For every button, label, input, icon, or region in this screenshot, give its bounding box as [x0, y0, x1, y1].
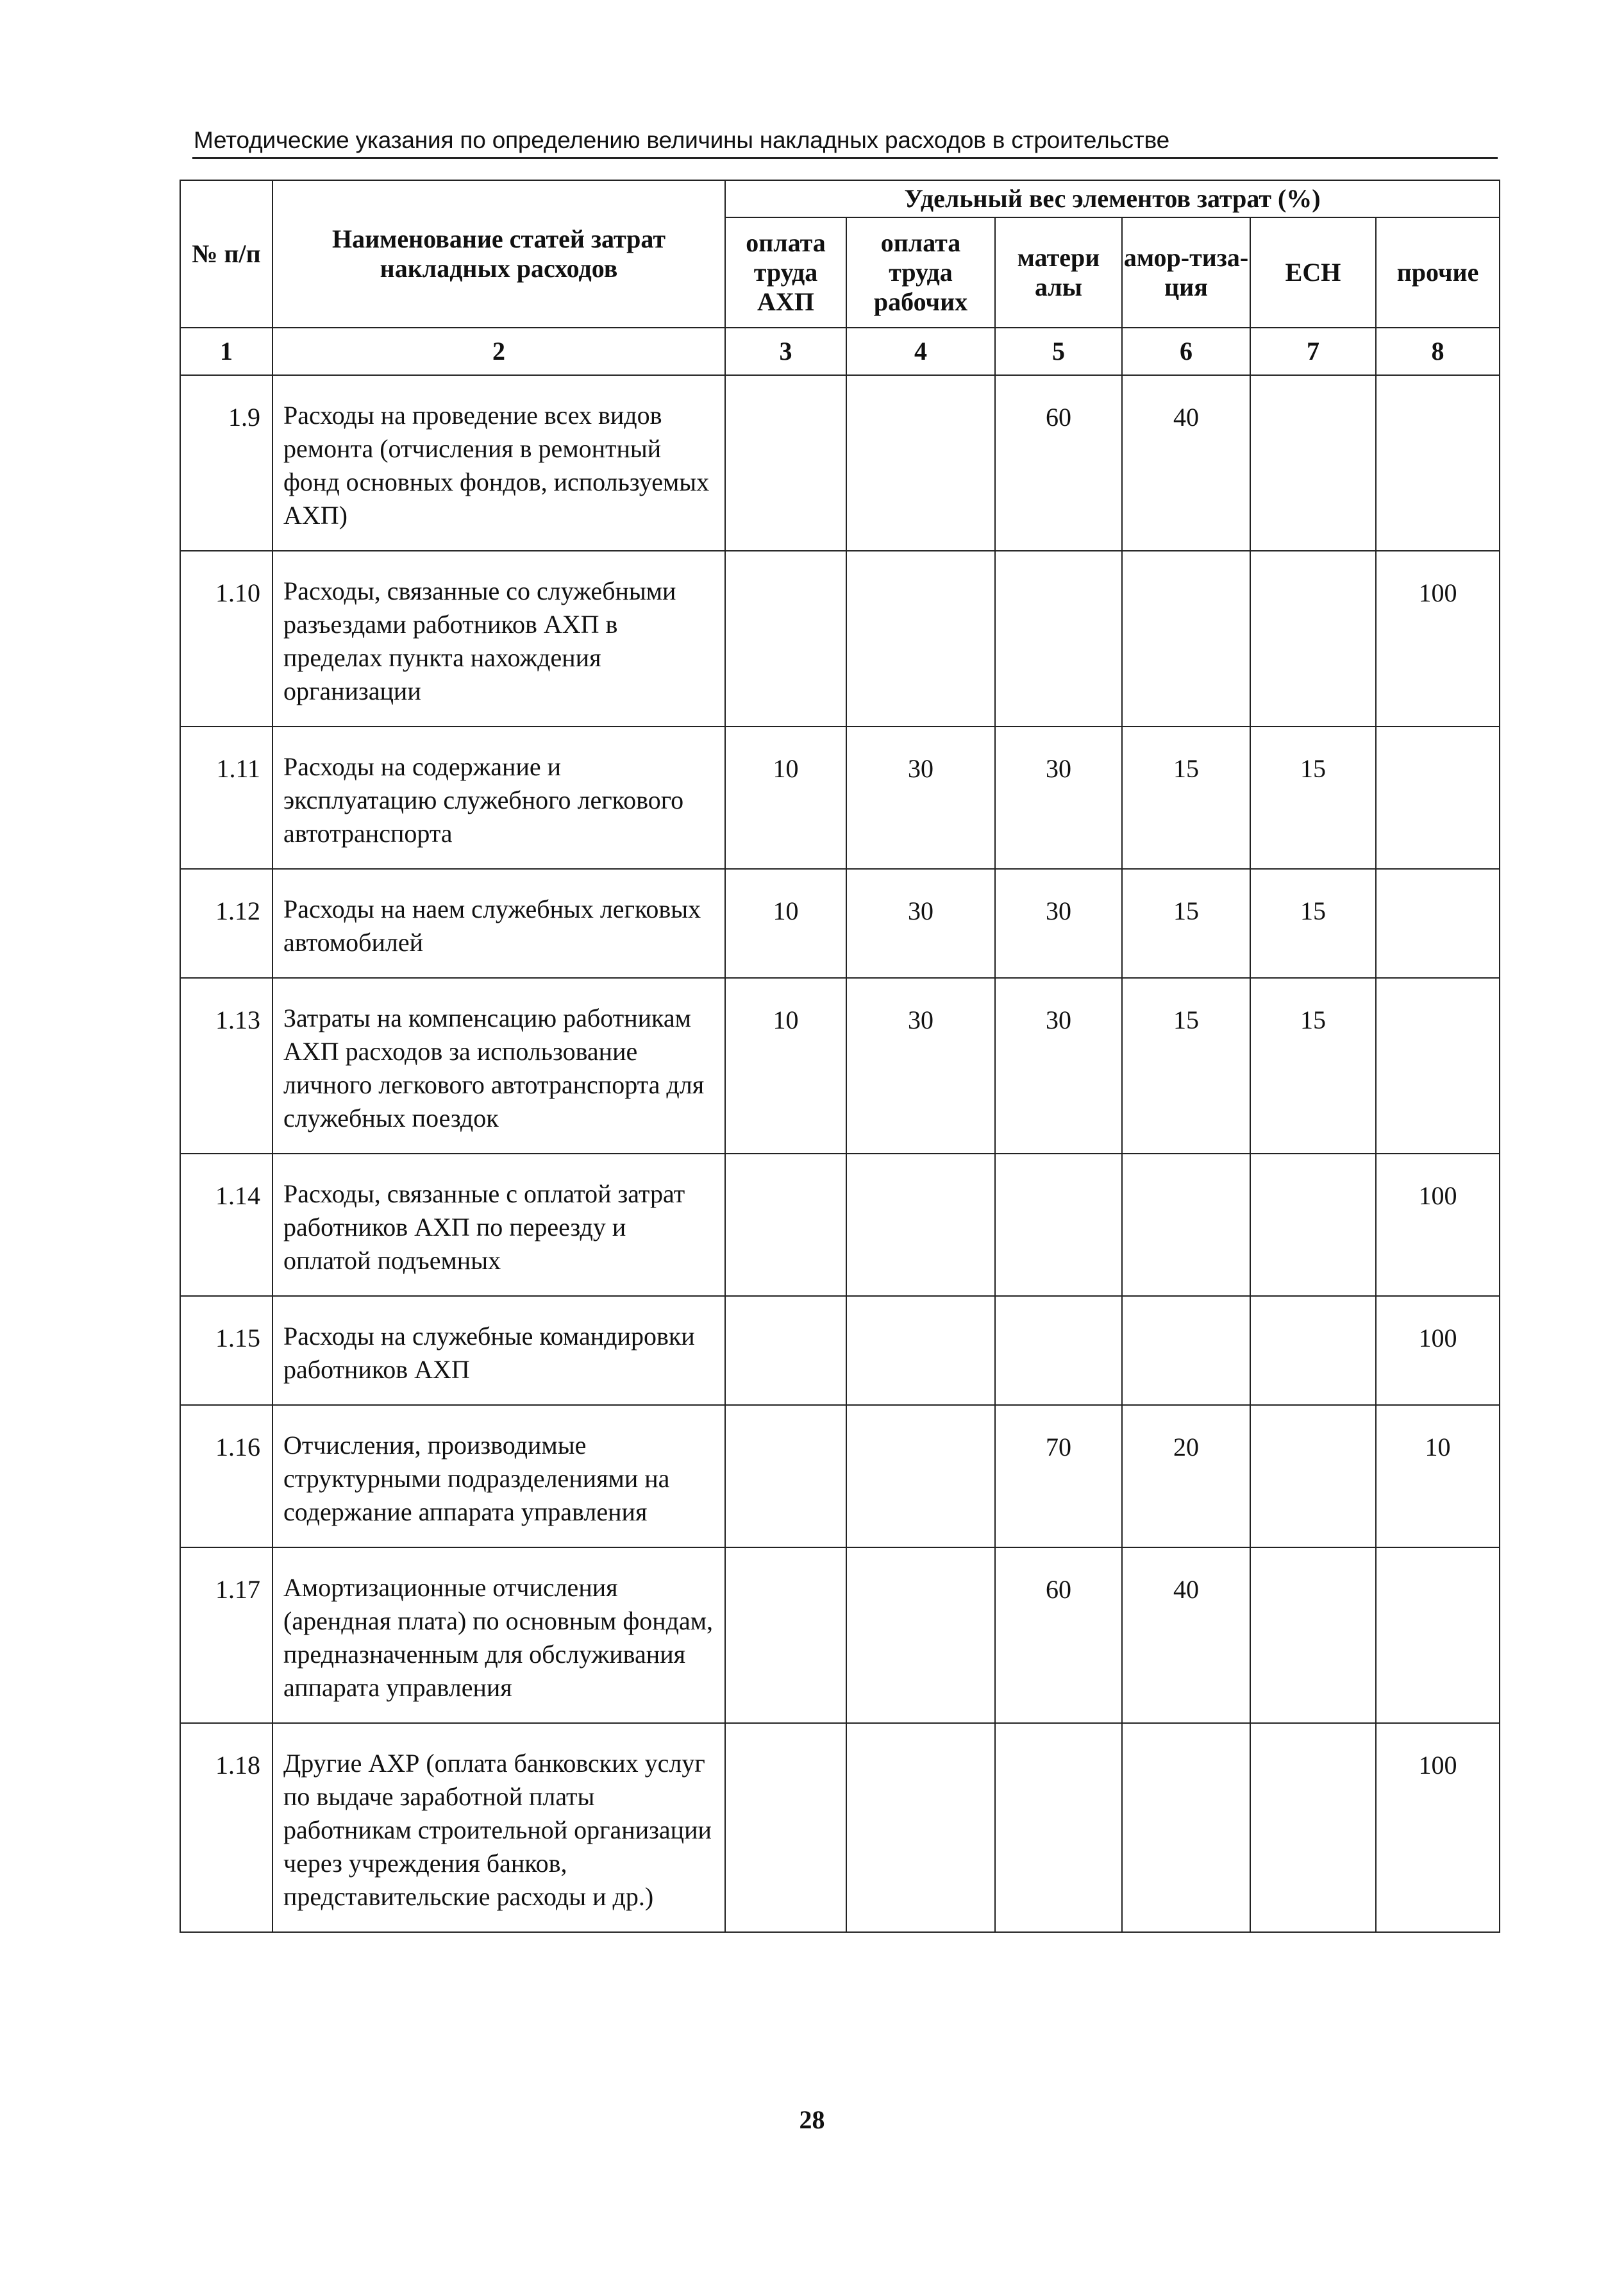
cell-c4 — [846, 1723, 995, 1932]
table-row — [180, 1547, 1500, 1723]
row-number: 1.10 — [180, 551, 272, 727]
cell-c8 — [1376, 978, 1500, 1154]
row-name: Затраты на компенсацию работникам АХП расходов за использование личного легкового автотранспорта для служебных поездок — [272, 978, 725, 1154]
cell-c7 — [1250, 551, 1376, 727]
row-number: 1.16 — [180, 1405, 272, 1547]
cell-c6 — [1122, 1723, 1250, 1932]
cell-c7 — [1250, 1154, 1376, 1296]
row-name: Другие АХР (оплата банковских услуг по выдаче заработной платы работникам строительной организации через учреждения банков, представительские расходы и др.) — [272, 1723, 725, 1932]
cell-c3 — [725, 1547, 846, 1723]
cell-c8 — [1376, 869, 1500, 978]
column-number: 4 — [846, 328, 995, 375]
table-row — [180, 1296, 1500, 1405]
cell-c7 — [1250, 1723, 1376, 1932]
cell-c7 — [1250, 1405, 1376, 1547]
row-name: Расходы на проведение всех видов ремонта (отчисления в ремонтный фонд основных фондов, используемых АХП) — [272, 375, 725, 551]
cell-c8 — [1376, 1547, 1500, 1723]
cell-c3: 10 — [725, 727, 846, 869]
cell-c3 — [725, 551, 846, 727]
table-row — [180, 869, 1500, 978]
cell-c5: 30 — [995, 869, 1122, 978]
table-row — [180, 1405, 1500, 1547]
cell-c5 — [995, 1296, 1122, 1405]
column-number: 3 — [725, 328, 846, 375]
cell-c5: 70 — [995, 1405, 1122, 1547]
header-c5: матери алы — [995, 217, 1122, 328]
cell-c3 — [725, 1405, 846, 1547]
cell-c5 — [995, 551, 1122, 727]
cell-c3 — [725, 1154, 846, 1296]
cell-c4: 30 — [846, 869, 995, 978]
cell-c5: 30 — [995, 978, 1122, 1154]
header-c8: прочие — [1376, 217, 1500, 328]
row-name: Амортизационные отчисления (арендная плата) по основным фондам, предназначенным для обслуживания аппарата управления — [272, 1547, 725, 1723]
cell-c8: 100 — [1376, 551, 1500, 727]
row-number: 1.11 — [180, 727, 272, 869]
cell-c3: 10 — [725, 869, 846, 978]
cell-c8 — [1376, 375, 1500, 551]
column-number: 6 — [1122, 328, 1250, 375]
header-group: Удельный вес элементов затрат (%) — [725, 180, 1500, 217]
cell-c4 — [846, 375, 995, 551]
cell-c7: 15 — [1250, 869, 1376, 978]
cell-c4: 30 — [846, 727, 995, 869]
column-number: 5 — [995, 328, 1122, 375]
cell-c8 — [1376, 727, 1500, 869]
cell-c7: 15 — [1250, 978, 1376, 1154]
cell-c6: 15 — [1122, 727, 1250, 869]
row-number: 1.15 — [180, 1296, 272, 1405]
row-number: 1.18 — [180, 1723, 272, 1932]
cell-c8: 100 — [1376, 1296, 1500, 1405]
table-row — [180, 375, 1500, 551]
table-row — [180, 978, 1500, 1154]
cell-c6 — [1122, 1154, 1250, 1296]
cell-c4: 30 — [846, 978, 995, 1154]
cell-c8: 100 — [1376, 1723, 1500, 1932]
header-num: № п/п — [180, 180, 272, 328]
cell-c4 — [846, 1405, 995, 1547]
row-name: Расходы, связанные с оплатой затрат работников АХП по переезду и оплатой подъемных — [272, 1154, 725, 1296]
header-c4: оплата труда рабочих — [846, 217, 995, 328]
row-name: Расходы на содержание и эксплуатацию служебного легкового автотранспорта — [272, 727, 725, 869]
table-row — [180, 551, 1500, 727]
cell-c6 — [1122, 551, 1250, 727]
cell-c5 — [995, 1154, 1122, 1296]
table-row — [180, 1154, 1500, 1296]
cell-c4 — [846, 1547, 995, 1723]
cost-table — [180, 180, 1500, 1933]
cell-c7 — [1250, 375, 1376, 551]
row-name: Расходы на наем служебных легковых автомобилей — [272, 869, 725, 978]
cell-c4 — [846, 1154, 995, 1296]
row-name: Расходы на служебные командировки работников АХП — [272, 1296, 725, 1405]
cell-c5: 60 — [995, 1547, 1122, 1723]
column-number: 2 — [272, 328, 725, 375]
column-number: 7 — [1250, 328, 1376, 375]
column-number: 8 — [1376, 328, 1500, 375]
row-name: Расходы, связанные со служебными разъездами работников АХП в пределах пункта нахождения организации — [272, 551, 725, 727]
cell-c8: 100 — [1376, 1154, 1500, 1296]
cell-c7 — [1250, 1296, 1376, 1405]
header-name: Наименование статей затрат накладных расходов — [272, 180, 725, 328]
cell-c3 — [725, 1296, 846, 1405]
cell-c5 — [995, 1723, 1122, 1932]
table-row — [180, 727, 1500, 869]
row-number: 1.13 — [180, 978, 272, 1154]
header-c3: оплата труда АХП — [725, 217, 846, 328]
row-number: 1.12 — [180, 869, 272, 978]
row-number: 1.9 — [180, 375, 272, 551]
cell-c4 — [846, 1296, 995, 1405]
cell-c6: 40 — [1122, 375, 1250, 551]
row-number: 1.17 — [180, 1547, 272, 1723]
header-rule — [192, 157, 1498, 159]
cell-c4 — [846, 551, 995, 727]
cell-c6 — [1122, 1296, 1250, 1405]
cell-c5: 30 — [995, 727, 1122, 869]
cell-c5: 60 — [995, 375, 1122, 551]
cell-c3 — [725, 375, 846, 551]
column-number: 1 — [180, 328, 272, 375]
table-row — [180, 1723, 1500, 1932]
cell-c8: 10 — [1376, 1405, 1500, 1547]
cell-c3: 10 — [725, 978, 846, 1154]
row-name: Отчисления, производимые структурными подразделениями на содержание аппарата управления — [272, 1405, 725, 1547]
cell-c6: 15 — [1122, 869, 1250, 978]
cell-c7 — [1250, 1547, 1376, 1723]
cell-c3 — [725, 1723, 846, 1932]
cell-c6: 20 — [1122, 1405, 1250, 1547]
cell-c6: 40 — [1122, 1547, 1250, 1723]
cell-c6: 15 — [1122, 978, 1250, 1154]
running-header: Методические указания по определению величины накладных расходов в строительстве — [194, 127, 1170, 153]
cell-c7: 15 — [1250, 727, 1376, 869]
row-number: 1.14 — [180, 1154, 272, 1296]
page-number: 28 — [799, 2105, 825, 2134]
header-c6: амор-тиза-ция — [1122, 217, 1250, 328]
header-c7: ЕСН — [1250, 217, 1376, 328]
